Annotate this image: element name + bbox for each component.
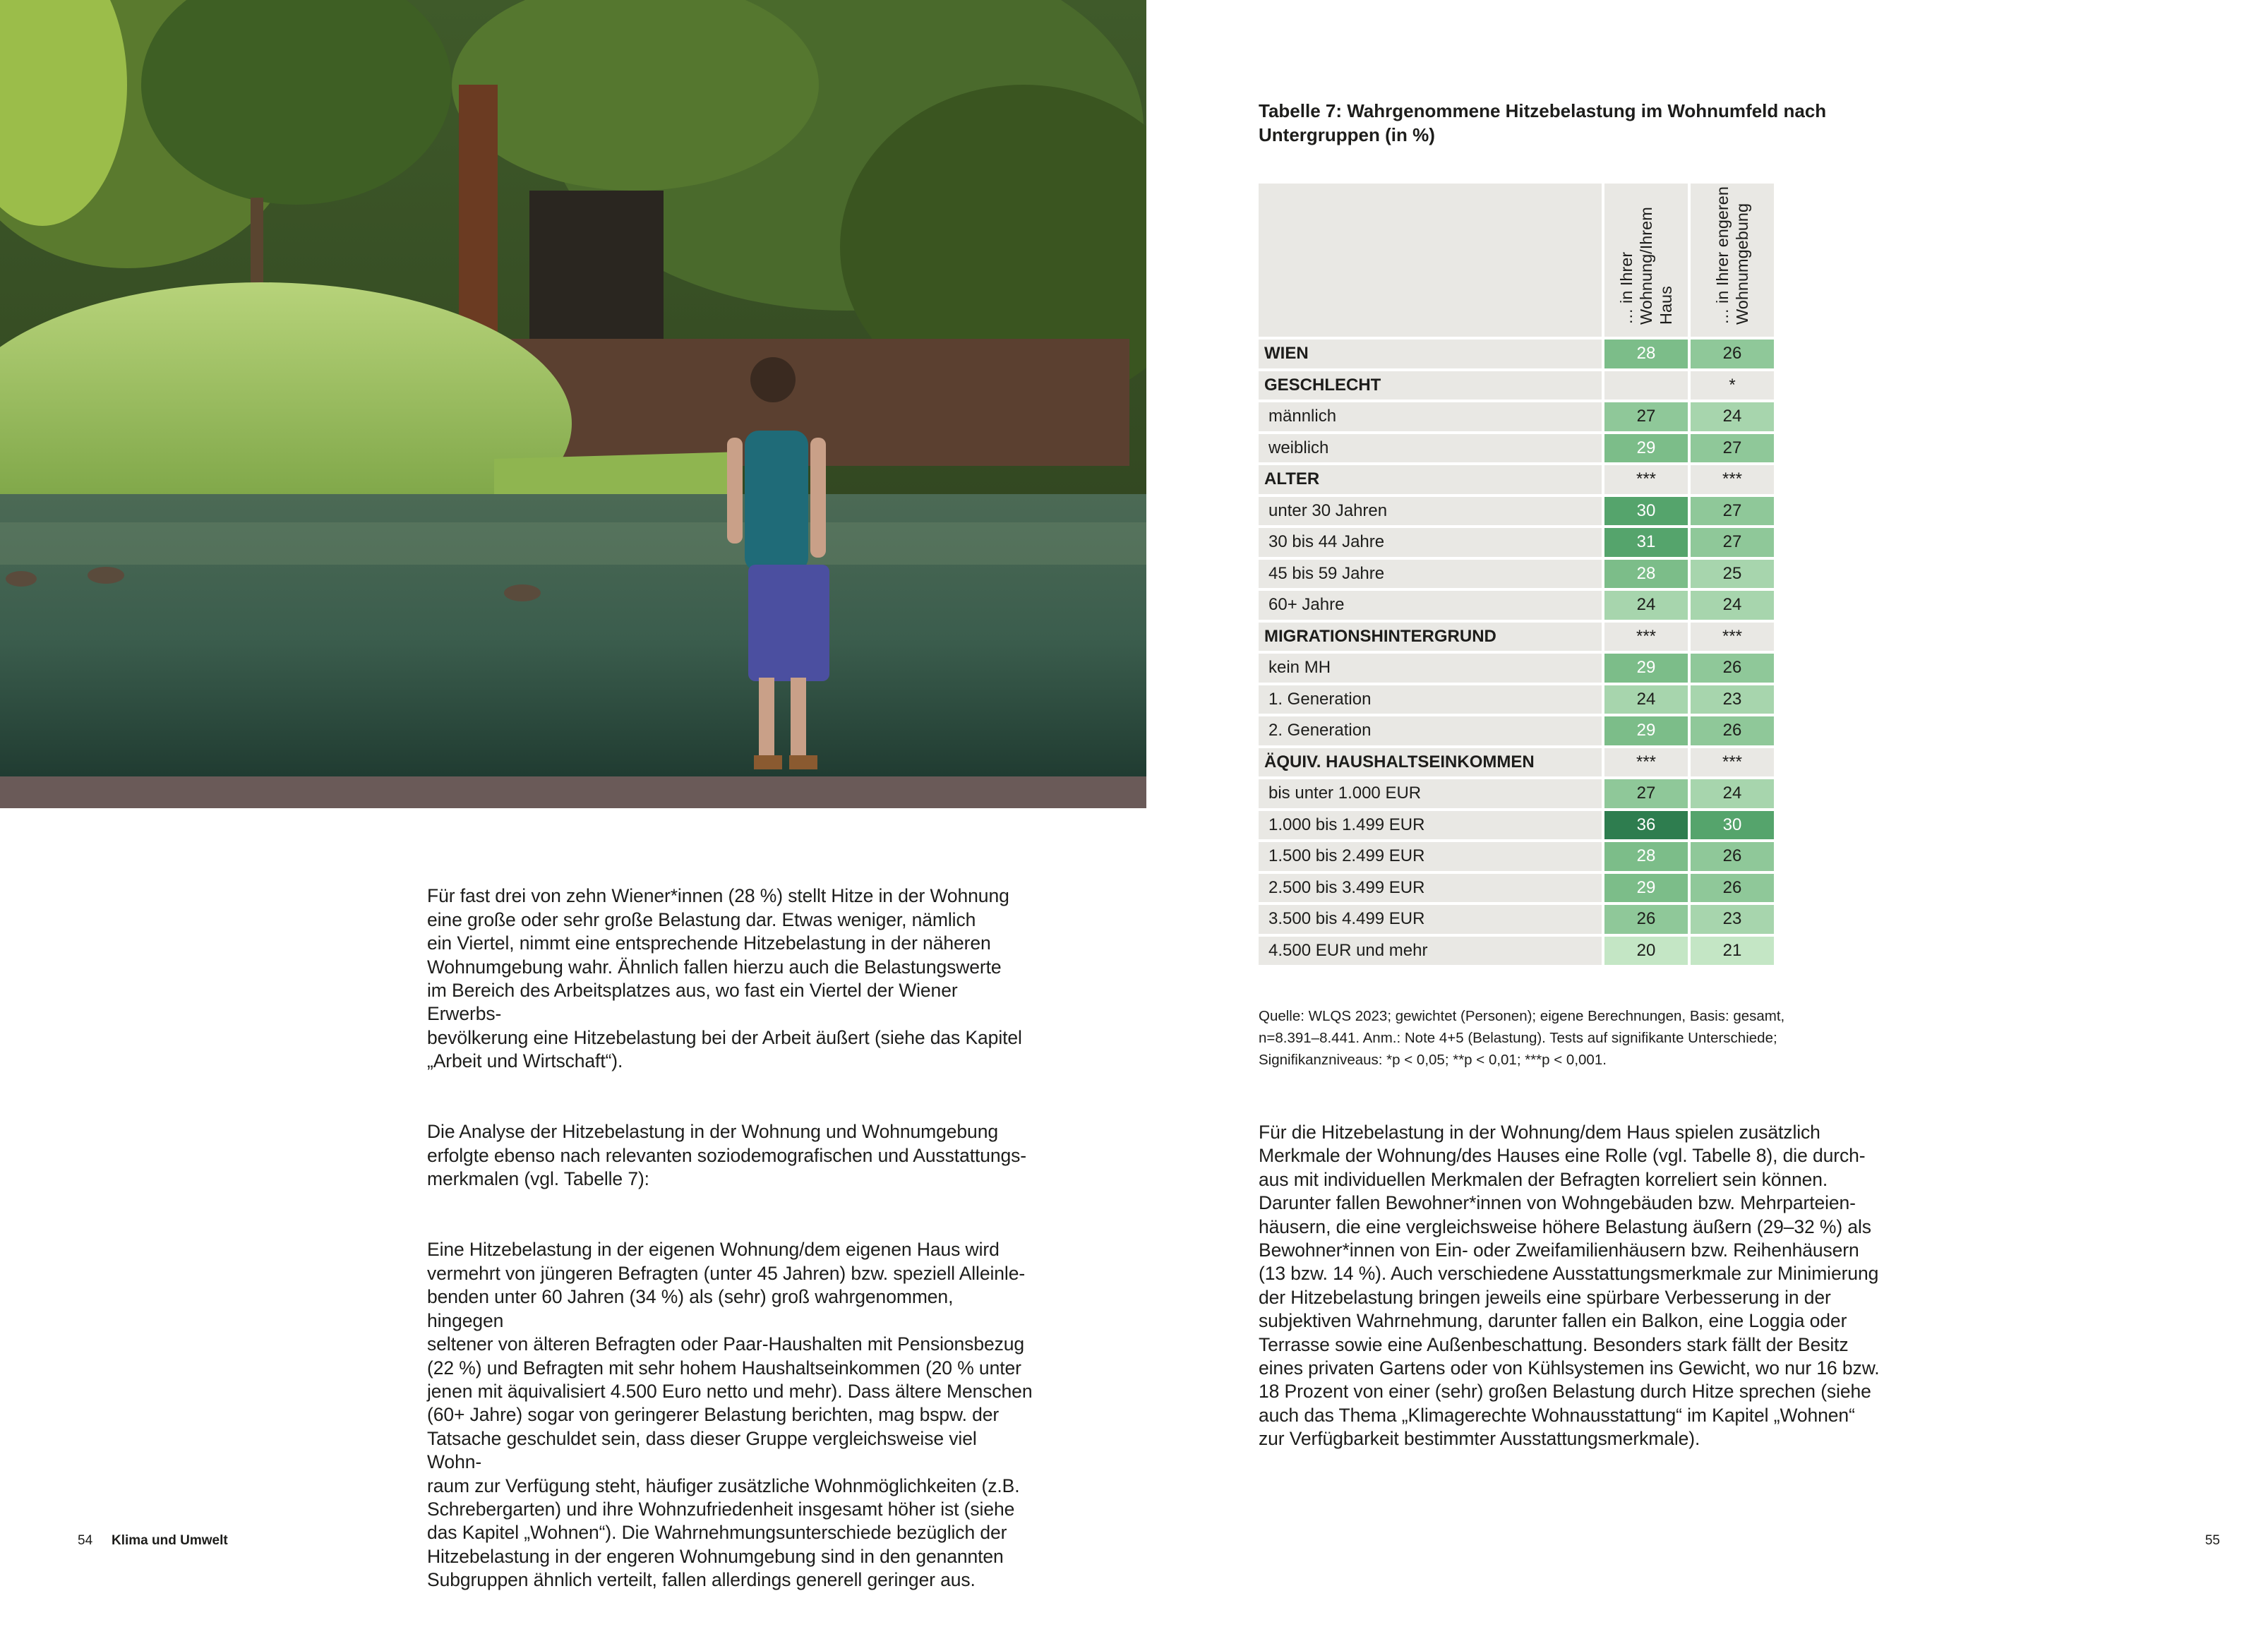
- row-label: MIGRATIONSHINTERGRUND: [1259, 623, 1604, 654]
- value-home: 36: [1604, 811, 1691, 843]
- row-label: GESCHLECHT: [1259, 371, 1604, 403]
- right-column-text: Für die Hitzebelastung in der Wohnung/dem Haus spielen zusätzlich Merkmale der Wohnung/des Hauses eine Rolle (vgl. Tabelle 8), die durch- aus mit individuellen Merkmalen der Befragten korreliert sein können. Darunter fallen Bewohner*innen von Wohngebäuden bzw. Mehrparteien- häusern, die eine vergleichsweise höhere Belastung äußern (29–32 %) als Bewohner*innen von Ein- oder Zweifamilienhäusern bzw. Reihenhäusern (13 bzw. 14 %). Auch verschiedene Ausstattungsmerkmale zur Minimierung der Hitzebelastung bringen jeweils eine spürbare Verbesserung in der subjektiven Wahrnehmung, darunter fallen ein Balkon, eine Loggia oder Terrasse sowie eine Außenbeschattung. Besonders stark fällt der Besitz eines privaten Gartens oder von Kühlsystemen ins Gewicht, wo nur 16 bzw. 18 Prozent von einer (sehr) großen Belastung durch Hitze sprechen (siehe auch das Thema „Klimagerechte Wohnausstattung“ im Kapitel „Wohnen“ zur Verfügbarkeit bestimmter Ausstattungsmerkmale).: [1259, 1122, 1880, 1450]
- table-row: [1259, 623, 1777, 654]
- value-neighbourhood: ***: [1691, 465, 1777, 497]
- table-row: [1259, 842, 1777, 874]
- paragraph-3: Eine Hitzebelastung in der eigenen Wohnung/dem eigenen Haus wird vermehrt von jüngeren Befragten (unter 45 Jahren) bzw. speziell Alleinle- benden unter 60 Jahren (34 %) als (sehr) groß wahrgenommen, hingegen seltener von älteren Befragten oder Paar-Haushalten mit Pensionsbezug (22 %) und Befragten mit sehr hohem Haushaltseinkommen (20 % unter jenen mit äquivalisiert 4.500 Euro netto und mehr). Dass ältere Menschen (60+ Jahre) sogar von geringerer Belastung berichten, mag bspw. der Tatsache geschuldet sein, dass dieser Gruppe vergleichsweise viel Wohn- raum zur Verfügung steht, häufiger zusätzliche Wohnmöglichkeiten (z.B. Schrebergarten) und ihre Wohnzufriedenheit insgesamt höher ist (siehe das Kapitel „Wohnen“). Die Wahrnehmungsunterschiede bezüglich der Hitzebelastung in der engeren Wohnumgebung sind in den genannten Subgruppen ähnlich verteilt, fallen allerdings generell geringer aus.: [427, 1239, 1033, 1591]
- value-neighbourhood: 24: [1691, 779, 1777, 811]
- value-neighbourhood: 24: [1691, 402, 1777, 434]
- row-label: 2.500 bis 3.499 EUR: [1259, 874, 1604, 906]
- column-header-home: … in Ihrer Wohnung/Ihrem Haus: [1604, 184, 1691, 340]
- row-label: 1. Generation: [1259, 685, 1604, 717]
- value-home: 29: [1604, 716, 1691, 748]
- heat-stress-table: [1259, 184, 1777, 968]
- row-label: unter 30 Jahren: [1259, 497, 1604, 529]
- value-home: 29: [1604, 874, 1691, 906]
- row-label: 1.500 bis 2.499 EUR: [1259, 842, 1604, 874]
- value-neighbourhood: 27: [1691, 434, 1777, 466]
- table-source-note: Quelle: WLQS 2023; gewichtet (Personen); eigene Berechnungen, Basis: gesamt, n=8.391–8.441. Anm.: Note 4+5 (Belastung). Tests auf signifikante Unterschiede; Signifikanzniveaus: *p < 0,05; **p < 0,01; ***p < 0,001.: [1259, 1008, 1785, 1068]
- row-label: 60+ Jahre: [1259, 591, 1604, 623]
- row-label: 45 bis 59 Jahre: [1259, 560, 1604, 592]
- table-row: [1259, 748, 1777, 780]
- table-row: [1259, 716, 1777, 748]
- value-home: 27: [1604, 402, 1691, 434]
- value-neighbourhood: 23: [1691, 685, 1777, 717]
- value-neighbourhood: 26: [1691, 654, 1777, 685]
- value-home: 29: [1604, 434, 1691, 466]
- row-label: 3.500 bis 4.499 EUR: [1259, 905, 1604, 937]
- value-neighbourhood: 23: [1691, 905, 1777, 937]
- table-row: [1259, 654, 1777, 685]
- row-label: männlich: [1259, 402, 1604, 434]
- value-neighbourhood: 26: [1691, 716, 1777, 748]
- row-label: weiblich: [1259, 434, 1604, 466]
- table-title: Tabelle 7: Wahrgenommene Hitzebelastung im Wohnumfeld nach Untergruppen (in %): [1259, 100, 1827, 145]
- table-row: [1259, 685, 1777, 717]
- value-neighbourhood: 30: [1691, 811, 1777, 843]
- table-row: [1259, 465, 1777, 497]
- table-corner: [1259, 184, 1604, 340]
- table-row: [1259, 811, 1777, 843]
- value-home: 26: [1604, 905, 1691, 937]
- table-row: [1259, 340, 1777, 371]
- value-home: 28: [1604, 340, 1691, 371]
- paragraph-2: Die Analyse der Hitzebelastung in der Wohnung und Wohnumgebung erfolgte ebenso nach relevanten soziodemografischen und Ausstattungs- merkmalen (vgl. Tabelle 7):: [427, 1121, 1027, 1190]
- row-label: bis unter 1.000 EUR: [1259, 779, 1604, 811]
- value-home: 31: [1604, 528, 1691, 560]
- row-label: 4.500 EUR und mehr: [1259, 937, 1604, 968]
- value-neighbourhood: 27: [1691, 497, 1777, 529]
- table-row: [1259, 434, 1777, 466]
- value-home: 29: [1604, 654, 1691, 685]
- column-header-neighbourhood: … in Ihrer engeren Wohnumgebung: [1691, 184, 1777, 340]
- page-number-right: 55: [2204, 1533, 2220, 1548]
- table-row: [1259, 528, 1777, 560]
- value-home: ***: [1604, 465, 1691, 497]
- value-neighbourhood: *: [1691, 371, 1777, 403]
- table-row: [1259, 591, 1777, 623]
- value-neighbourhood: 26: [1691, 340, 1777, 371]
- value-home: 28: [1604, 842, 1691, 874]
- table-row: [1259, 497, 1777, 529]
- row-label: 1.000 bis 1.499 EUR: [1259, 811, 1604, 843]
- park-pond-photo: [0, 0, 1146, 808]
- value-home: ***: [1604, 748, 1691, 780]
- value-neighbourhood: 21: [1691, 937, 1777, 968]
- value-home: [1604, 371, 1691, 403]
- table-row: [1259, 937, 1777, 968]
- value-neighbourhood: 26: [1691, 842, 1777, 874]
- table-row: [1259, 402, 1777, 434]
- value-home: 24: [1604, 591, 1691, 623]
- left-column-text: [427, 861, 1034, 1639]
- value-neighbourhood: 25: [1691, 560, 1777, 592]
- row-label: kein MH: [1259, 654, 1604, 685]
- value-home: 28: [1604, 560, 1691, 592]
- value-home: 27: [1604, 779, 1691, 811]
- value-home: 20: [1604, 937, 1691, 968]
- value-neighbourhood: ***: [1691, 748, 1777, 780]
- value-home: ***: [1604, 623, 1691, 654]
- value-neighbourhood: 26: [1691, 874, 1777, 906]
- row-label: 30 bis 44 Jahre: [1259, 528, 1604, 560]
- row-label: ÄQUIV. HAUSHALTSEINKOMMEN: [1259, 748, 1604, 780]
- table-row: [1259, 779, 1777, 811]
- row-label: WIEN: [1259, 340, 1604, 371]
- table-row: [1259, 371, 1777, 403]
- value-neighbourhood: 24: [1691, 591, 1777, 623]
- value-home: 24: [1604, 685, 1691, 717]
- page-number-left: 54: [78, 1533, 93, 1548]
- paragraph-1: Für fast drei von zehn Wiener*innen (28 %) stellt Hitze in der Wohnung eine große oder sehr große Belastung dar. Etwas weniger, nämlich ein Viertel, nimmt eine entsprechende Hitzebelastung in der näheren Wohnumgebung wahr. Ähnlich fallen hierzu auch die Belastungswerte im Bereich des Arbeitsplatzes aus, wo fast ein Viertel der Wiener Erwerbs- bevölkerung eine Hitzebelastung bei der Arbeit äußert (siehe das Kapitel „Arbeit und Wirtschaft“).: [427, 885, 1022, 1072]
- table-row: [1259, 905, 1777, 937]
- value-home: 30: [1604, 497, 1691, 529]
- value-neighbourhood: 27: [1691, 528, 1777, 560]
- table-row: [1259, 560, 1777, 592]
- section-title: Klima und Umwelt: [112, 1533, 228, 1548]
- row-label: 2. Generation: [1259, 716, 1604, 748]
- value-neighbourhood: ***: [1691, 623, 1777, 654]
- table-row: [1259, 874, 1777, 906]
- row-label: ALTER: [1259, 465, 1604, 497]
